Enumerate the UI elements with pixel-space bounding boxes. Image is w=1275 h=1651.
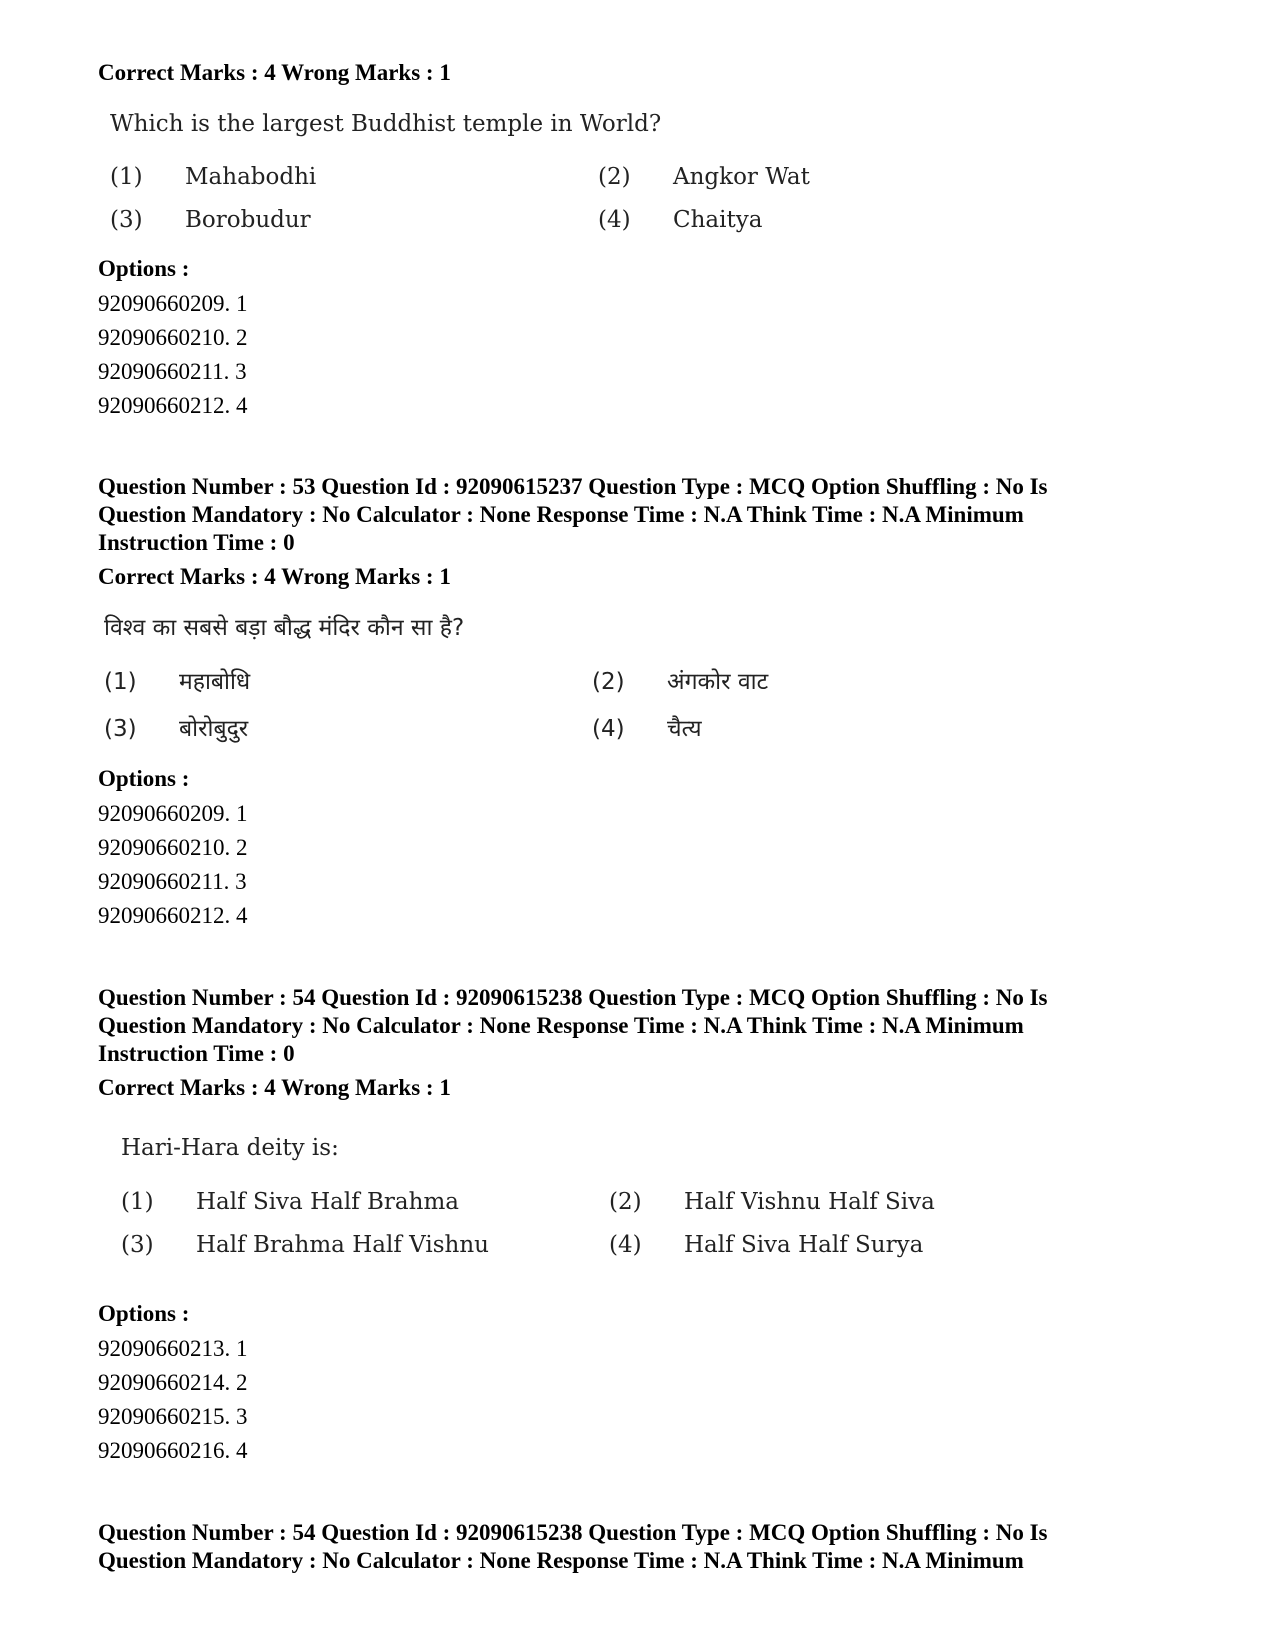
question-header-line: Question Mandatory : No Calculator : None Response Time : N.A Think Time : N.A Minimum [98, 1013, 1024, 1038]
choice-number: (1) [104, 669, 137, 695]
option-id: 92090660209. 1 [98, 801, 248, 826]
option-id: 92090660215. 3 [98, 1404, 248, 1429]
choice-number: (1) [110, 164, 143, 190]
choice-label: अंगकोर वाट [667, 669, 769, 695]
marks-line: Correct Marks : 4 Wrong Marks : 1 [98, 564, 451, 589]
choice-number: (4) [609, 1232, 642, 1258]
question-header-line: Question Number : 53 Question Id : 92090615237 Question Type : MCQ Option Shuffling : No Is [98, 474, 1048, 499]
question-text: Which is the largest Buddhist temple in World? [110, 111, 662, 137]
choice-number: (1) [121, 1189, 154, 1215]
choice-label: Half Vishnu Half Siva [684, 1189, 935, 1215]
choice-number: (3) [104, 716, 137, 742]
marks-line: Correct Marks : 4 Wrong Marks : 1 [98, 1075, 451, 1100]
option-id: 92090660212. 4 [98, 393, 248, 418]
choice-number: (4) [592, 716, 625, 742]
choice-number: (2) [592, 669, 625, 695]
choice-number: (2) [609, 1189, 642, 1215]
question-text: विश्व का सबसे बड़ा बौद्ध मंदिर कौन सा है? [104, 615, 465, 641]
choice-number: (3) [121, 1232, 154, 1258]
choice-label: बोरोबुदुर [179, 716, 249, 742]
option-id: 92090660214. 2 [98, 1370, 248, 1395]
options-label: Options : [98, 766, 190, 791]
choice-label: Borobudur [185, 207, 311, 233]
option-id: 92090660210. 2 [98, 835, 248, 860]
choice-label: चैत्य [667, 716, 702, 742]
choice-number: (4) [598, 207, 631, 233]
option-id: 92090660213. 1 [98, 1336, 248, 1361]
option-id: 92090660212. 4 [98, 903, 248, 928]
choice-label: Chaitya [673, 207, 763, 233]
options-label: Options : [98, 256, 190, 281]
choice-label: Half Brahma Half Vishnu [196, 1232, 489, 1258]
choice-label: Mahabodhi [185, 164, 317, 190]
question-header-line: Instruction Time : 0 [98, 530, 295, 555]
choice-label: Angkor Wat [673, 164, 810, 190]
question-header-line: Question Number : 54 Question Id : 92090615238 Question Type : MCQ Option Shuffling : No Is [98, 985, 1048, 1010]
options-label: Options : [98, 1301, 190, 1326]
question-header-line: Question Mandatory : No Calculator : None Response Time : N.A Think Time : N.A Minimum [98, 502, 1024, 527]
option-id: 92090660211. 3 [98, 869, 247, 894]
question-header-line: Question Number : 54 Question Id : 92090615238 Question Type : MCQ Option Shuffling : No Is [98, 1520, 1048, 1545]
question-header-line: Question Mandatory : No Calculator : None Response Time : N.A Think Time : N.A Minimum [98, 1548, 1024, 1573]
marks-line: Correct Marks : 4 Wrong Marks : 1 [98, 60, 451, 85]
choice-number: (2) [598, 164, 631, 190]
question-header-line: Instruction Time : 0 [98, 1041, 295, 1066]
choice-label: महाबोधि [179, 669, 251, 695]
choice-number: (3) [110, 207, 143, 233]
question-text: Hari-Hara deity is: [121, 1135, 339, 1161]
option-id: 92090660211. 3 [98, 359, 247, 384]
choice-label: Half Siva Half Surya [684, 1232, 924, 1258]
choice-label: Half Siva Half Brahma [196, 1189, 459, 1215]
option-id: 92090660210. 2 [98, 325, 248, 350]
option-id: 92090660216. 4 [98, 1438, 248, 1463]
option-id: 92090660209. 1 [98, 291, 248, 316]
